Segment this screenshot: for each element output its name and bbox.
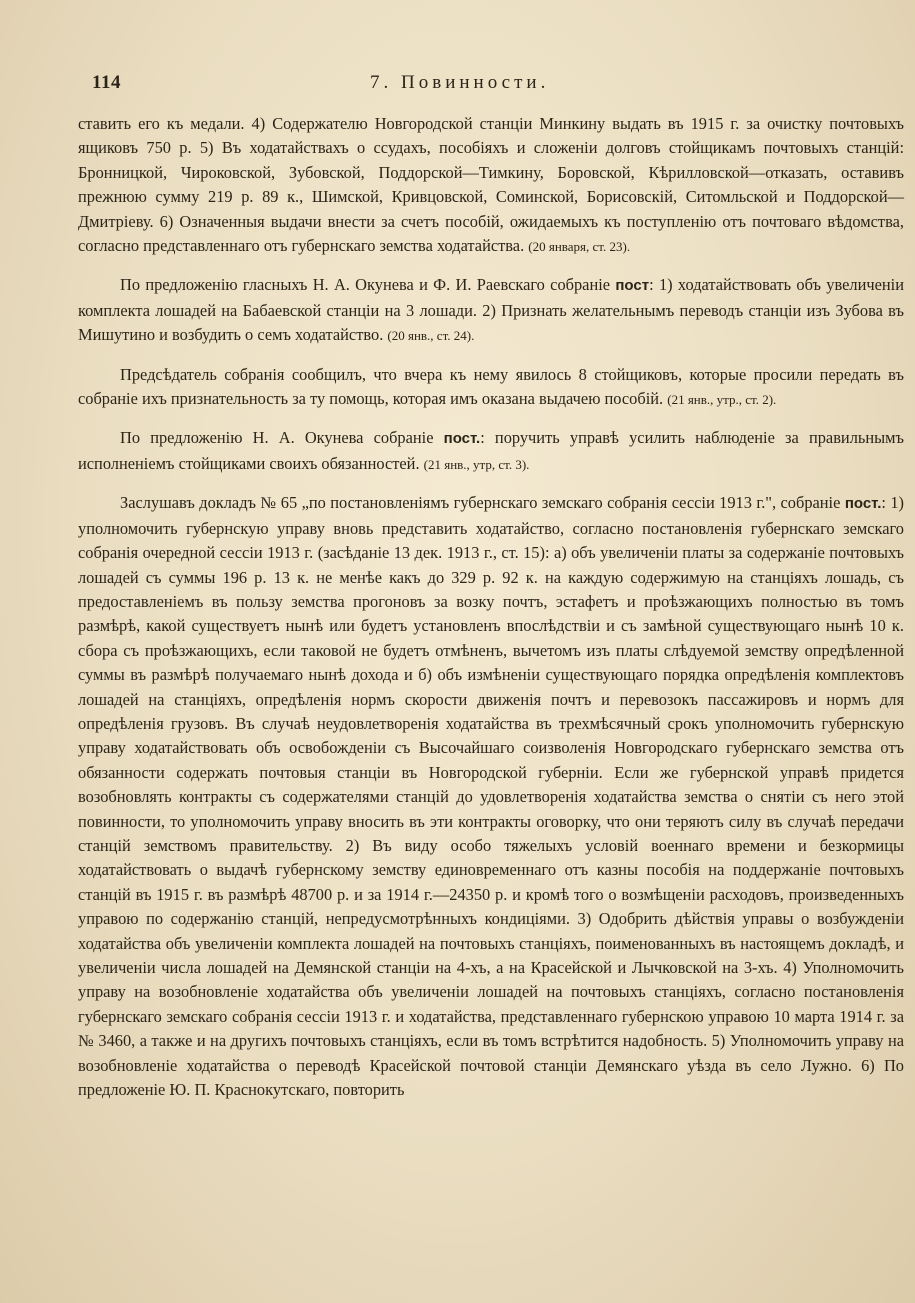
resolution-keyword: пост.: [443, 430, 481, 448]
paragraph-text: Предсѣдатель собранія сообщилъ, что вчера къ нему явилось 8 стойщиковъ, которые просили передать въ собраніе ихъ признательность за ту помощь, которая имъ оказана выдачею пособій.: [78, 364, 904, 409]
paragraph-text: : 1) уполномочить губернскую управу вновь представить ходатайство, согласно постановленія губернскаго земскаго собранія очередной сессіи 1913 г. (засѣданіе 13 дек. 1913 г., ст. 15): а) объ увеличеніи платы за содержаніе почтовыхъ лошадей съ суммы 196 р. 13 к. не менѣе какъ до 329 р. 92 к. на каждую содержимую на станціяхъ лошадь, съ предоставленіемъ въ пользу земства прогоновъ за возку почтъ, эстафетъ и проѣзжающихъ полностью въ томъ размѣрѣ, какой существуетъ нынѣ или будетъ установленъ впослѣдствіи и съ замѣной существующаго нынѣ 10 к. сбора съ проѣзжающихъ, если таковой не будетъ отмѣненъ, вычетомъ изъ платы слѣдуемой земству опредѣленной суммы въ размѣрѣ получаемаго нынѣ дохода и б) объ измѣненіи существующаго порядка опредѣленія комплектовъ лошадей на станціяхъ, опредѣленія нормъ скорости движенія почтъ и перевозокъ пассажировъ и нормъ для опредѣленія грузовъ. Въ случаѣ неудовлетворенія ходатайства въ трехмѣсячный срокъ уполномочить губернскую управу ходатайствовать объ освобожденіи съ Высочайшаго соизволенія Новгородскаго губернскаго земства отъ обязанности содержать почтовыя станціи въ Новгородской губерніи. Если же губернской управѣ придется возобновлять контракты съ содержателями станцій до удовлетворенія ходатайства земства о снятіи съ него этой повинности, то уполномочить управу вносить въ эти контракты оговорку, что они теряютъ силу въ случаѣ передачи станцій земствомъ правительству. 2) Въ виду особо тяжелыхъ условій военнаго времени и безкормицы ходатайствовать о выдачѣ губернскому земству единовременнаго отъ казны пособія на поддержаніе почтовыхъ станцій въ 1915 г. въ размѣрѣ 48700 р. и за 1914 г.—24350 р. и кромѣ того о возмѣщеніи расходовъ, произведенныхъ управою по содержанію станцій, непредусмотрѣнныхъ кондиціями. 3) Одобрить дѣйствія управы о возбужденіи ходатайства объ увеличеніи комплекта лошадей на почтовыхъ станціяхъ, поименованныхъ въ настоящемъ докладѣ, и увеличеніи числа лошадей на Демянской станціи на 4-хъ, а на Красейской и Лычковской на 3-хъ. 4) Уполномочить управу на возобновленіе ходатайства объ увеличеніи лошадей на почтовыхъ станціяхъ, согласно постановленія губернскаго земскаго собранія сессіи 1913 г. и ходатайства, представленнаго губернскою управою 10 марта 1914 г. за № 3460, а также и на другихъ почтовыхъ станціяхъ, если въ томъ встрѣтится надобность. 5) Уполномочить управу на возобновленіе ходатайства о переводѣ Красейской почтовой станціи Демянскаго уѣзда въ село Лужно. 6) По предложеніе Ю. П. Краснокутскаго, повторить: [78, 493, 904, 1100]
paragraph-text: ставить его къ медали. 4) Содержателю Новгородской станціи Минкину выдать въ 1915 г. за очистку почтовыхъ ящиковъ 750 р. 5) Въ ходатайствахъ о ссудахъ, пособіяхъ и сложеніи долговъ стойщикамъ почтовыхъ станцій: Бронницкой, Чироковской, Зубовской, Поддорской—Тимкину, Боровской, Кѣрилловской—отказать, оставивъ прежнюю сумму 219 р. 89 к., Шимской, Кривцовской, Соминской, Борисовскій, Ситомльской и Поддорской—Дмитріеву. 6) Означенныя выдачи внести за счетъ пособій, ожидаемыхъ къ поступленію отъ почтоваго вѣдомства, согласно представленнаго отъ губернскаго земства ходатайства.: [78, 114, 904, 256]
paragraph-text: Заслушавъ докладъ № 65 „по постановленіямъ губернскаго земскаго собранія сессіи 1913 г.", собраніе: [120, 493, 845, 513]
resolution-keyword: пост.: [844, 495, 882, 513]
paragraph-4: [78, 426, 904, 477]
paragraph-text: : 1) ходатайствовать объ увеличеніи комплекта лошадей на Бабаевской станціи на 3 лошади. 2) Признать желательнымъ переводъ станціи изъ Зубова въ Мишутино и возбудить о семъ ходатайство.: [78, 275, 904, 345]
session-reference: (20 января, ст. 23).: [528, 239, 631, 255]
session-reference: (21 янв., утр., ст. 2).: [667, 392, 777, 408]
page-number: 114: [92, 72, 121, 93]
body-text: [78, 112, 904, 1116]
paragraph-2: [78, 273, 904, 348]
paragraph-3: [78, 363, 904, 413]
running-head: 7. Повинности.: [370, 72, 550, 93]
paragraph-5: [78, 491, 904, 1102]
session-reference: (21 янв., утр, ст. 3).: [423, 456, 530, 472]
page-header: [92, 72, 855, 100]
paragraph-text: По предложенію гласныхъ Н. А. Окунева и Ф. И. Раевскаго собраніе: [120, 275, 616, 295]
resolution-keyword: пост: [615, 277, 650, 295]
paragraph-text: : поручить управѣ усилить наблюденіе за правильнымъ исполненіемъ стойщиками своихъ обязанностей.: [78, 428, 904, 473]
paragraph-1: [78, 112, 904, 259]
session-reference: (20 янв., ст. 24).: [387, 328, 475, 344]
paragraph-text: По предложенію Н. А. Окунева собраніе: [120, 428, 444, 448]
